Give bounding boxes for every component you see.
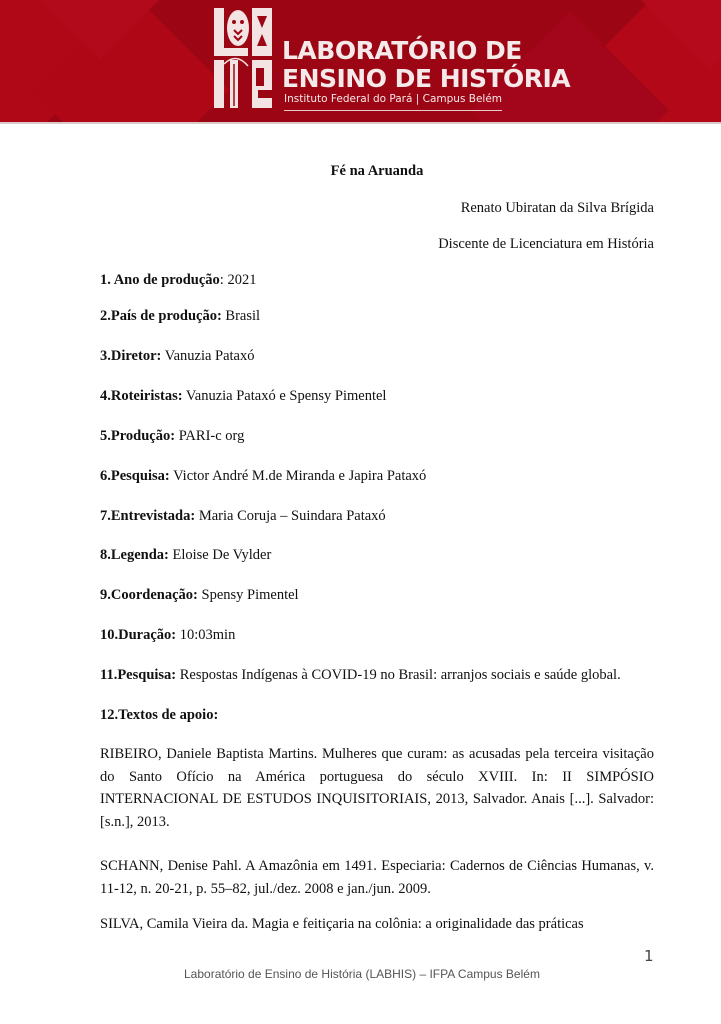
field-label: 7.Entrevistada: bbox=[100, 508, 196, 524]
field-duration bbox=[100, 627, 235, 644]
reference-item: SCHANN, Denise Pahl. A Amazônia em 1491. Especiaria: Cadernos de Ciências Humanas, v. 11-12, n. 20-21, p. 55–82, jul./dez. 2008 e jan./jun. 2009. bbox=[100, 858, 654, 897]
labhis-emblem-icon bbox=[212, 6, 274, 110]
field-production-year bbox=[100, 272, 256, 289]
logo-subtitle: Instituto Federal do Pará | Campus Belém bbox=[284, 93, 503, 105]
field-value: Eloise De Vylder bbox=[172, 547, 272, 563]
reference-item: SILVA, Camila Vieira da. Magia e feitiçaria na colônia: a originalidade das práticas bbox=[100, 916, 584, 932]
field-value: Spensy Pimentel bbox=[201, 587, 299, 603]
field-label: 12.Textos de apoio: bbox=[100, 707, 219, 723]
field-label: 4.Roteiristas: bbox=[100, 388, 183, 404]
field-label: 1. Ano de produção bbox=[100, 272, 220, 288]
field-production-country bbox=[100, 308, 260, 325]
field-production bbox=[100, 428, 244, 445]
field-label: 5.Produção: bbox=[100, 428, 176, 444]
field-screenwriters bbox=[100, 388, 386, 405]
field-value: Victor André M.de Miranda e Japira Pataxó bbox=[173, 468, 427, 484]
header-banner bbox=[0, 0, 721, 122]
field-label: 6.Pesquisa: bbox=[100, 468, 170, 484]
field-label: 2.País de produção: bbox=[100, 308, 222, 324]
field-director bbox=[100, 348, 255, 365]
field-value: Vanuzia Pataxó e Spensy Pimentel bbox=[185, 388, 387, 404]
field-value: 2021 bbox=[227, 272, 257, 288]
field-value: Maria Coruja – Suindara Pataxó bbox=[198, 508, 386, 524]
field-label: 11.Pesquisa: bbox=[100, 667, 177, 683]
field-label: 3.Diretor: bbox=[100, 348, 162, 364]
field-value: Respostas Indígenas à COVID-19 no Brasil: arranjos sociais e saúde global. bbox=[179, 667, 621, 683]
banner-bottom-border bbox=[0, 122, 721, 124]
field-value: 10:03min bbox=[179, 627, 236, 643]
field-research-project bbox=[100, 667, 621, 684]
logo-title-line2: ENSINO DE HISTÓRIA bbox=[282, 64, 571, 93]
field-interviewee bbox=[100, 508, 386, 525]
logo-title-line1: LABORATÓRIO DE bbox=[282, 36, 522, 65]
field-value: Brasil bbox=[225, 308, 261, 324]
field-label: 9.Coordenação: bbox=[100, 587, 198, 603]
field-subtitles bbox=[100, 547, 271, 564]
field-separator: : bbox=[219, 272, 228, 288]
field-coordination bbox=[100, 587, 299, 604]
field-label: 8.Legenda: bbox=[100, 547, 169, 563]
reference-item: RIBEIRO, Daniele Baptista Martins. Mulheres que curam: as acusadas pela terceira visitação do Santo Ofício na América portuguesa do século XVIII. In: II SIMPÓSIO INTERNACIONAL DE ESTUDOS INQUISITORIAIS, 2013, Salvador. Anais [...]. Salvador: [s.n.], 2013. bbox=[100, 746, 654, 830]
field-support-texts bbox=[100, 707, 218, 724]
page-number: 1 bbox=[644, 947, 654, 965]
field-research bbox=[100, 468, 426, 485]
logo-divider bbox=[284, 110, 502, 111]
labhis-logo bbox=[212, 6, 571, 110]
field-label: 10.Duração: bbox=[100, 627, 177, 643]
document-author: Renato Ubiratan da Silva Brígida bbox=[460, 200, 654, 216]
document-title: Fé na Aruanda bbox=[330, 163, 424, 179]
field-value: Vanuzia Pataxó bbox=[164, 348, 255, 364]
page-footer: Laboratório de Ensino de História (LABHIS) – IFPA Campus Belém bbox=[184, 967, 540, 981]
field-value: PARI-c org bbox=[178, 428, 245, 444]
author-role: Discente de Licenciatura em História bbox=[438, 236, 654, 252]
